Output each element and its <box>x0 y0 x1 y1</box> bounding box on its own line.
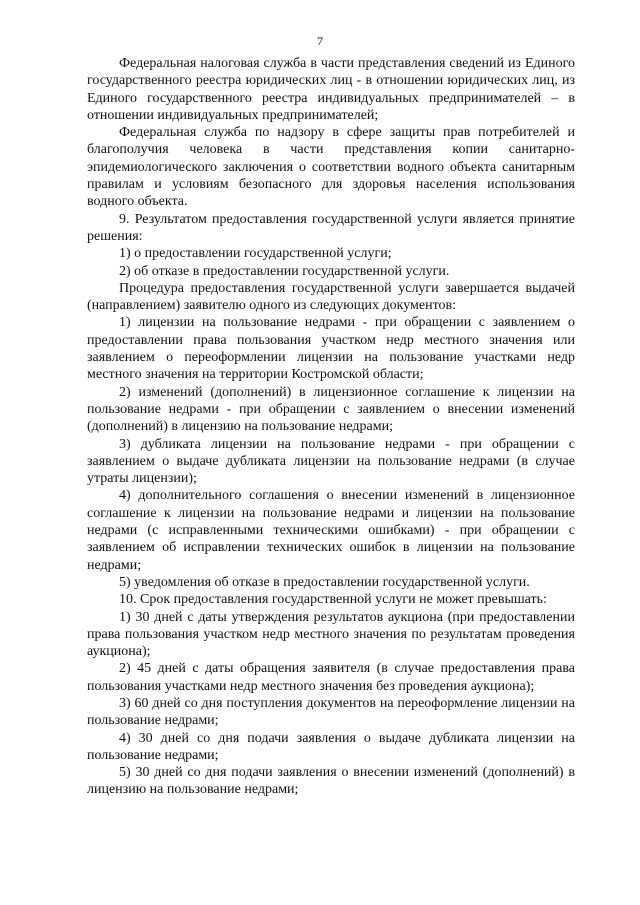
list-item-term-30-days-auction: 1) 30 дней с даты утверждения результатов аукциона (при предоставлении права пользования участком недр местного значения по результатам проведения аукциона); <box>87 609 575 660</box>
list-item-refusal-notice: 5) уведомления об отказе в предоставлении государственной услуги. <box>119 574 530 590</box>
paragraph-procedure-completion: Процедура предоставления государственной услуги завершается выдачей (направлением) заявителю одного из следующих документов: <box>87 280 575 314</box>
list-item-license-amendments: 2) изменений (дополнений) в лицензионное соглашение к лицензии на пользование недрами - при обращении с заявлением о внесении изменений (дополнений) в лицензию на пользование недрами; <box>87 384 575 435</box>
list-item-additional-agreement: 4) дополнительного соглашения о внесении изменений в лицензионное соглашение к лицензии на пользование недрами и лицензии на пользование недрами (с исправленными техническими ошибками) - при обращении с заявлением об исправлении технических ошибок в лицензии на пользование недрами; <box>87 488 575 573</box>
list-item-term-45-days: 2) 45 дней с даты обращения заявителя (в случае предоставления права пользования участками недр местного значения без проведения аукциона); <box>87 661 575 694</box>
list-item-decision-grant: 1) о предоставлении государственной услуги; <box>119 246 392 262</box>
paragraph-consumer-protection-service: Федеральная служба по надзору в сфере защиты прав потребителей и благополучия человека в части представления копии санитарно-эпидемиологического заключения о соответствии водного объекта санитарным правилам и условиям безопасного для здоровья населения использования водного объекта. <box>87 125 575 210</box>
list-item-term-30-days-amendments: 5) 30 дней со дня подачи заявления о внесении изменений (дополнений) в лицензию на пользование недрами; <box>87 765 575 798</box>
paragraph-tax-service: Федеральная налоговая служба в части представления сведений из Единого государственного реестра юридических лиц - в отношении юридических лиц, из Единого государственного реестра индивидуальных предпринимателей – в отношении индивидуальных предпринимателей; <box>87 56 575 123</box>
page-number: 7 <box>317 34 323 48</box>
paragraph-section-10-term: 10. Срок предоставления государственной услуги не может превышать: <box>119 592 547 608</box>
list-item-decision-refuse: 2) об отказе в предоставлении государственной услуги. <box>119 263 450 279</box>
paragraph-section-9-result: 9. Результатом предоставления государственной услуги является принятие решения: <box>87 211 575 244</box>
list-item-term-60-days: 3) 60 дней со дня поступления документов на переоформление лицензии на пользование недрами; <box>87 695 575 729</box>
list-item-term-30-days-duplicate: 4) 30 дней со дня подачи заявления о выдаче дубликата лицензии на пользование недрами; <box>87 730 575 763</box>
document-body <box>87 55 575 799</box>
list-item-license-duplicate: 3) дубликата лицензии на пользование недрами - при обращении с заявлением о выдаче дубликата лицензии на пользование недрами (в случае утраты лицензии); <box>87 436 575 487</box>
list-item-license: 1) лицензии на пользование недрами - при обращении с заявлением о предоставлении права пользования участком недр местного значения или заявлением о переоформлении лицензии на пользование участками недр местного значения на территории Костромской области; <box>87 315 575 383</box>
